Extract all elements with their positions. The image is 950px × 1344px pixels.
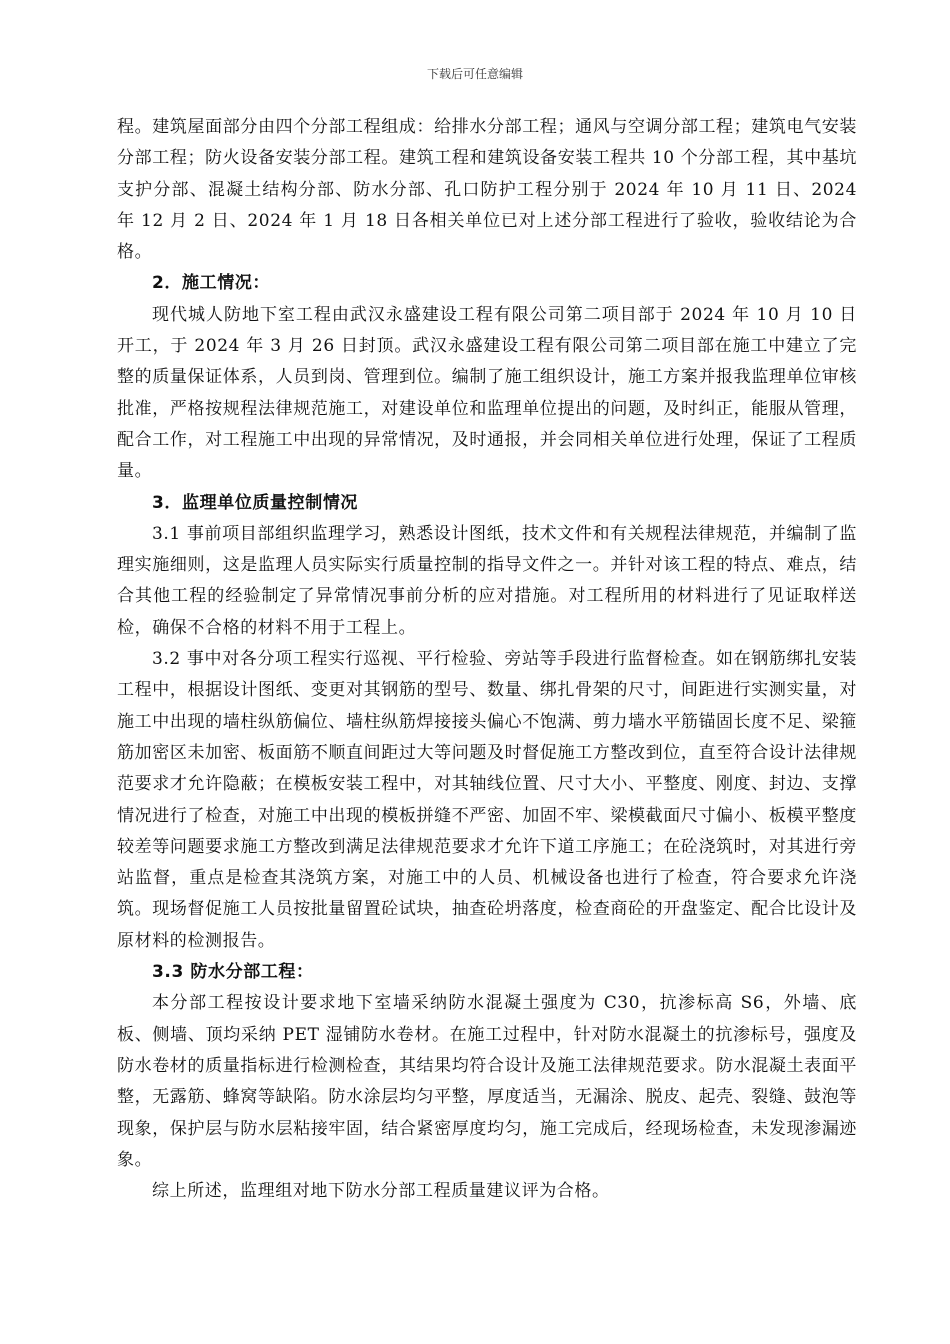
paragraph-project-composition: 程。建筑屋面部分由四个分部工程组成：给排水分部工程；通风与空调分部工程；建筑电气安装分部工程；防火设备安装分部工程。建筑工程和建筑设备安装工程共 10 个分部工程，其中基坑支护分部、混凝土结构分部、防水分部、孔口防护工程分别于 2024 年 10 月 11 日、2024 年 12 月 2 日、2024 年 1 月 18 日各相关单位已对上述分部工程进行了验收，验收结论为合格。 <box>117 117 857 263</box>
paragraph-waterproofing: 本分部工程按设计要求地下室墙采纳防水混凝土强度为 C30，抗渗标高 S6，外墙、底板、侧墙、顶均采纳 PET 湿铺防水卷材。在施工过程中，针对防水混凝土的抗渗标号，强度及防水卷材的质量指标进行检测检查，其结果均符合设计及施工法律规范要求。防水混凝土表面平整，无露筋、蜂窝等缺陷。防水涂层均匀平整，厚度适当，无漏涂、脱皮、起壳、裂缝、鼓泡等现象，保护层与防水层粘接牢固，结合紧密厚度均匀，施工完成后，经现场检查，未发现渗漏迹象。 <box>117 993 857 1170</box>
heading-construction-status: 2．施工情况： <box>152 273 271 294</box>
heading-waterproofing: 3.3 防水分部工程： <box>152 962 314 983</box>
page-header-note: 下载后可任意编辑 <box>426 67 523 81</box>
paragraph-construction-status: 现代城人防地下室工程由武汉永盛建设工程有限公司第二项目部于 2024 年 10 月 10 日开工，于 2024 年 3 月 26 日封顶。武汉永盛建设工程有限公司第二项目部在施工中建立了完整的质量保证体系，人员到岗、管理到位。编制了施工组织设计，施工方案并报我监理单位审核批准，严格按规程法律规范施工，对建设单位和监理单位提出的问题，及时纠正，能服从管理，配合工作，对工程施工中出现的异常情况，及时通报，并会同相关单位进行处理，保证了工程质量。 <box>117 304 857 482</box>
paragraph-in-process-control: 3.2 事中对各分项工程实行巡视、平行检验、旁站等手段进行监督检查。如在钢筋绑扎安装工程中，根据设计图纸、变更对其钢筋的型号、数量、绑扎骨架的尺寸，间距进行实测实量，对施工中出现的墙柱纵筋偏位、墙柱纵筋焊接接头偏心不饱满、剪力墙水平筋锚固长度不足、梁箍筋加密区未加密、板面筋不顺直间距过大等问题及时督促施工方整改到位，直至符合设计法律规范要求才允许隐蔽；在模板安装工程中，对其轴线位置、尺寸大小、平整度、刚度、封边、支撑情况进行了检查，对施工中出现的模板拼缝不严密、加固不牢、梁模截面尺寸偏小、板模平整度较差等问题要求施工方整改到满足法律规范要求才允许下道工序施工；在砼浇筑时，对其进行旁站监督，重点是检查其浇筑方案，对施工中的人员、机械设备也进行了检查，符合要求允许浇筑。现场督促施工人员按批量留置砼试块，抽查砼坍落度，检查商砼的开盘鉴定、配合比设计及原材料的检测报告。 <box>117 649 857 951</box>
paragraph-conclusion: 综上所述，监理组对地下防水分部工程质量建议评为合格。 <box>152 1181 610 1202</box>
document-body <box>117 112 857 1207</box>
heading-quality-control: 3．监理单位质量控制情况 <box>152 492 359 513</box>
paragraph-pre-control: 3.1 事前项目部组织监理学习，熟悉设计图纸，技术文件和有关规程法律规范，并编制了监理实施细则，这是监理人员实际实行质量控制的指导文件之一。并针对该工程的特点、难点，结合其他工程的经验制定了异常情况事前分析的应对措施。对工程所用的材料进行了见证取样送检，确保不合格的材料不用于工程上。 <box>117 523 857 638</box>
